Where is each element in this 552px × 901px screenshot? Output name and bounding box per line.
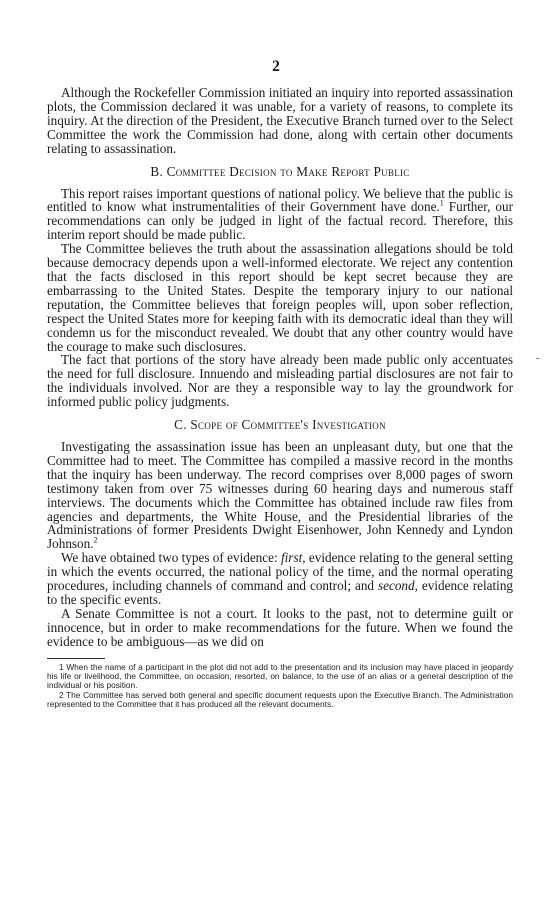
section-b-p1-text-b: Further, our recommendations can only be judged in light of the factual record. Therefore, this interim report should be made public. — [47, 199, 514, 243]
page-number: 2 — [272, 58, 280, 75]
section-b-p1-text-a: This report raises important questions of national policy. We believe that the public is entitled to know what instrumentalities of their Government have done. — [47, 185, 513, 215]
section-c-paragraph-3: A Senate Committee is not a court. It looks to the past, not to determine guilt or innocence, but in order to make recommendations for the future. When we found the evidence to be ambiguous—as we did on — [47, 605, 513, 649]
margin-mark: - — [536, 353, 540, 364]
document-body — [47, 86, 513, 709]
section-b-paragraph-3: The fact that portions of the story have already been made public only accentuates the need for full disclosure. Innuendo and misleading partial disclosures are not fair to the individuals involved. Nor are they a responsible way to lay the groundwork for informed public policy judgments. — [47, 352, 513, 410]
section-c-p2-text-c: , evidence relating to the specific events. — [47, 578, 514, 607]
footnote-ref-2: 2 — [93, 535, 98, 545]
intro-paragraph: Although the Rockefeller Commission initiated an inquiry into reported assassination plots, the Commission declared it was unable, for a variety of reasons, to complete its inquiry. At the direction of the President, the Executive Branch turned over to the Select Committee the work the Commission had done, along with certain other documents relating to assassination. — [47, 85, 513, 156]
footnote-2: 2 The Committee has served both general and specific document requests upon the Executive Branch. The Administration represented to the Committee that it has produced all the relevant documents. — [47, 689, 513, 709]
section-c-p2-text-b: , evidence relating to the general setting in which the events occurred, the national policy of the time, and the normal operating procedures, including channels of command and control; and — [47, 550, 513, 594]
section-c-paragraph-1 — [47, 440, 513, 551]
section-c-p2-second: second — [378, 578, 415, 594]
section-c-p2-text-a: We have obtained two types of evidence: — [61, 550, 281, 566]
footnote-divider — [47, 658, 105, 659]
footnote-1: 1 When the name of a participant in the plot did not add to the presentation and its inclusion may have placed in jeopardy his life or livelihood, the Committee, on occasion, resorted, on balance, to the use of an alias or a general description of the individual or his position. — [47, 661, 513, 691]
section-c-heading: C. Scope of Committee's Investigation — [174, 417, 386, 433]
footnote-ref-1: 1 — [439, 199, 444, 209]
section-b-paragraph-2: The Committee believes the truth about the assassination allegations should be told because democracy depends upon a well-informed electorate. We reject any contention that the facts disclosed in this report should be kept secret because they are embarrassing to the United States. Despite the temporary injury to our national reputation, the Committee believes that foreign peoples will, upon sober reflection, respect the United States more for keeping faith with its democratic ideal than they will condemn us for the misconduct revealed. We doubt that any other country would have the courage to make such disclosures. — [47, 241, 513, 354]
section-c-p2-first: first — [280, 550, 303, 566]
section-b-heading: B. Committee Decision to Make Report Public — [150, 163, 410, 179]
section-b-paragraph-1 — [47, 187, 513, 243]
section-c-paragraph-2 — [47, 551, 513, 607]
section-c-p1-text-a: Investigating the assassination issue has been an unpleasant duty, but one that the Committee had to meet. The Committee has compiled a massive record in the months that the inquiry has been underway. The record comprises over 8,000 pages of sworn testimony taken from over 75 witnesses during 60 hearing days and numerous staff interviews. The documents which the Committee has obtained include raw files from agencies and departments, the White House, and the Presidential libraries of the Administrations of former Presidents Dwight Eisenhower, John Kennedy and Lyndon Johnson. — [47, 439, 513, 552]
